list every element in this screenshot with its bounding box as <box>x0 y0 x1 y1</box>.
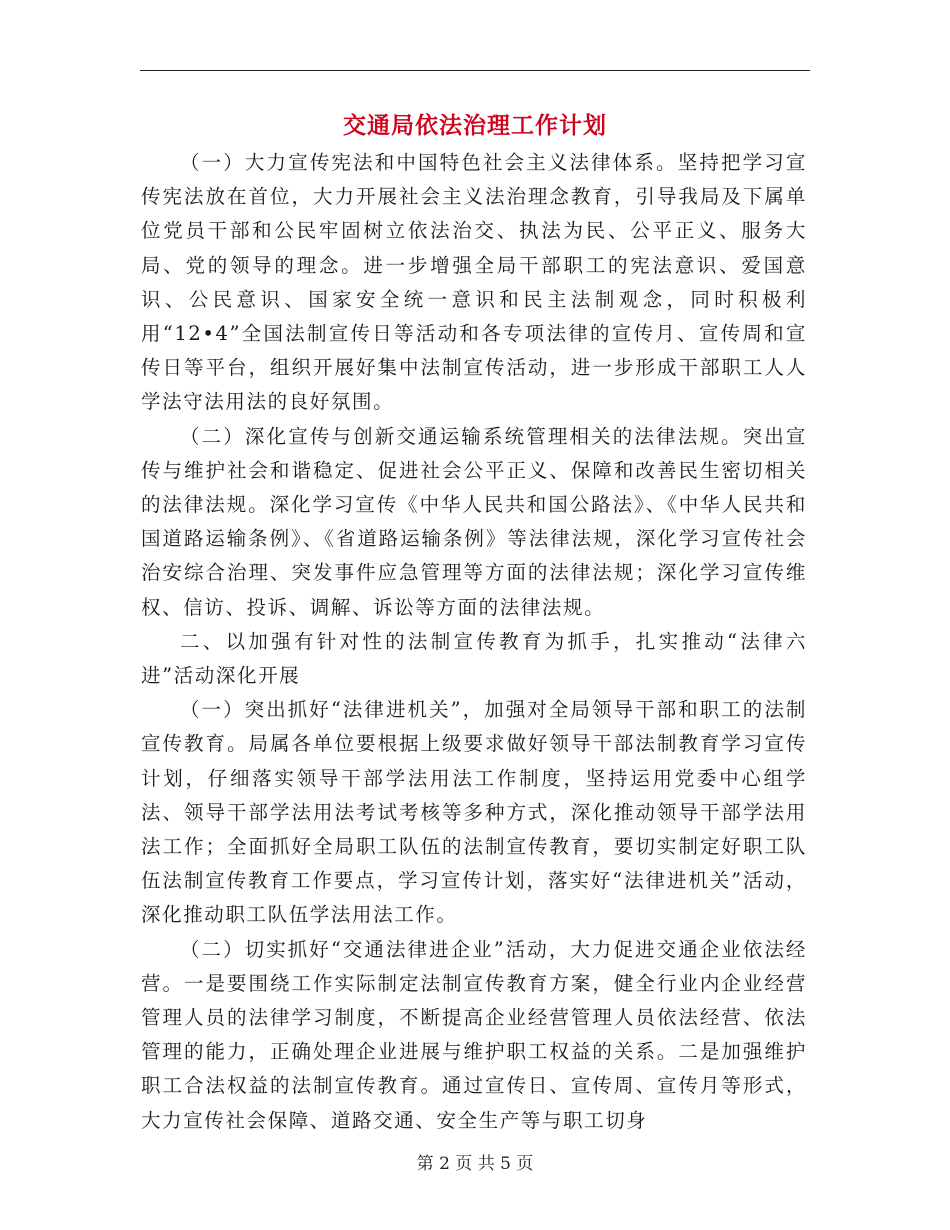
page-footer: 第 2 页 共 5 页 <box>416 1154 534 1174</box>
header-rule <box>140 70 810 71</box>
document-title: 交通局依法治理工作计划 <box>343 112 607 139</box>
paragraph-3: （一）突出抓好“法律进机关”，加强对全局领导干部和职工的法制宣传教育。局属各单位要根据上级要求做好领导干部法制教育学习宣传计划，仔细落实领导干部学法用法工作制度，坚持运用党委中心组学法、领导干部学法用法考试考核等多种方式，深化推动领导干部学法用法工作；全面抓好全局职工队伍的法制宣传教育，要切实制定好职工队伍法制宣传教育工作要点，学习宣传计划，落实好“法律进机关”活动，深化推动职工队伍学法用法工作。 <box>141 698 807 927</box>
paragraph-4: （二）切实抓好“交通法律进企业”活动，大力促进交通企业依法经营。一是要围绕工作实际制定法制宣传教育方案，健全行业内企业经营管理人员的法律学习制度，不断提高企业经营管理人员依法经营、依法管理的能力，正确处理企业进展与维护职工权益的关系。二是加强维护职工合法权益的法制宣传教育。通过宣传日、宣传周、宣传月等形式，大力宣传社会保障、道路交通、安全生产等与职工切身 <box>141 937 807 1132</box>
paragraph-2: （二）深化宣传与创新交通运输系统管理相关的法律法规。突出宣传与维护社会和谐稳定、促进社会公平正义、保障和改善民生密切相关的法律法规。深化学习宣传《中华人民共和国公路法》、《中华人民共和国道路运输条例》、《省道路运输条例》等法律法规，深化学习宣传社会治安综合治理、突发事件应急管理等方面的法律法规；深化学习宣传维权、信访、投诉、调解、诉讼等方面的法律法规。 <box>141 424 807 619</box>
section-heading-2: 二、以加强有针对性的法制宣传教育为抓手，扎实推动“法律六进”活动深化开展 <box>141 629 807 688</box>
paragraph-1: （一）大力宣传宪法和中国特色社会主义法律体系。坚持把学习宣传宪法放在首位，大力开展社会主义法治理念教育，引导我局及下属单位党员干部和公民牢固树立依法治交、执法为民、公平正义、服务大局、党的领导的理念。进一步增强全局干部职工的宪法意识、爱国意识、公民意识、国家安全统一意识和民主法制观念，同时积极利用“12•4”全国法制宣传日等活动和各专项法律的宣传月、宣传周和宣传日等平台，组织开展好集中法制宣传活动，进一步形成干部职工人人学法守法用法的良好氛围。 <box>141 151 807 414</box>
document-body <box>141 146 807 1138</box>
